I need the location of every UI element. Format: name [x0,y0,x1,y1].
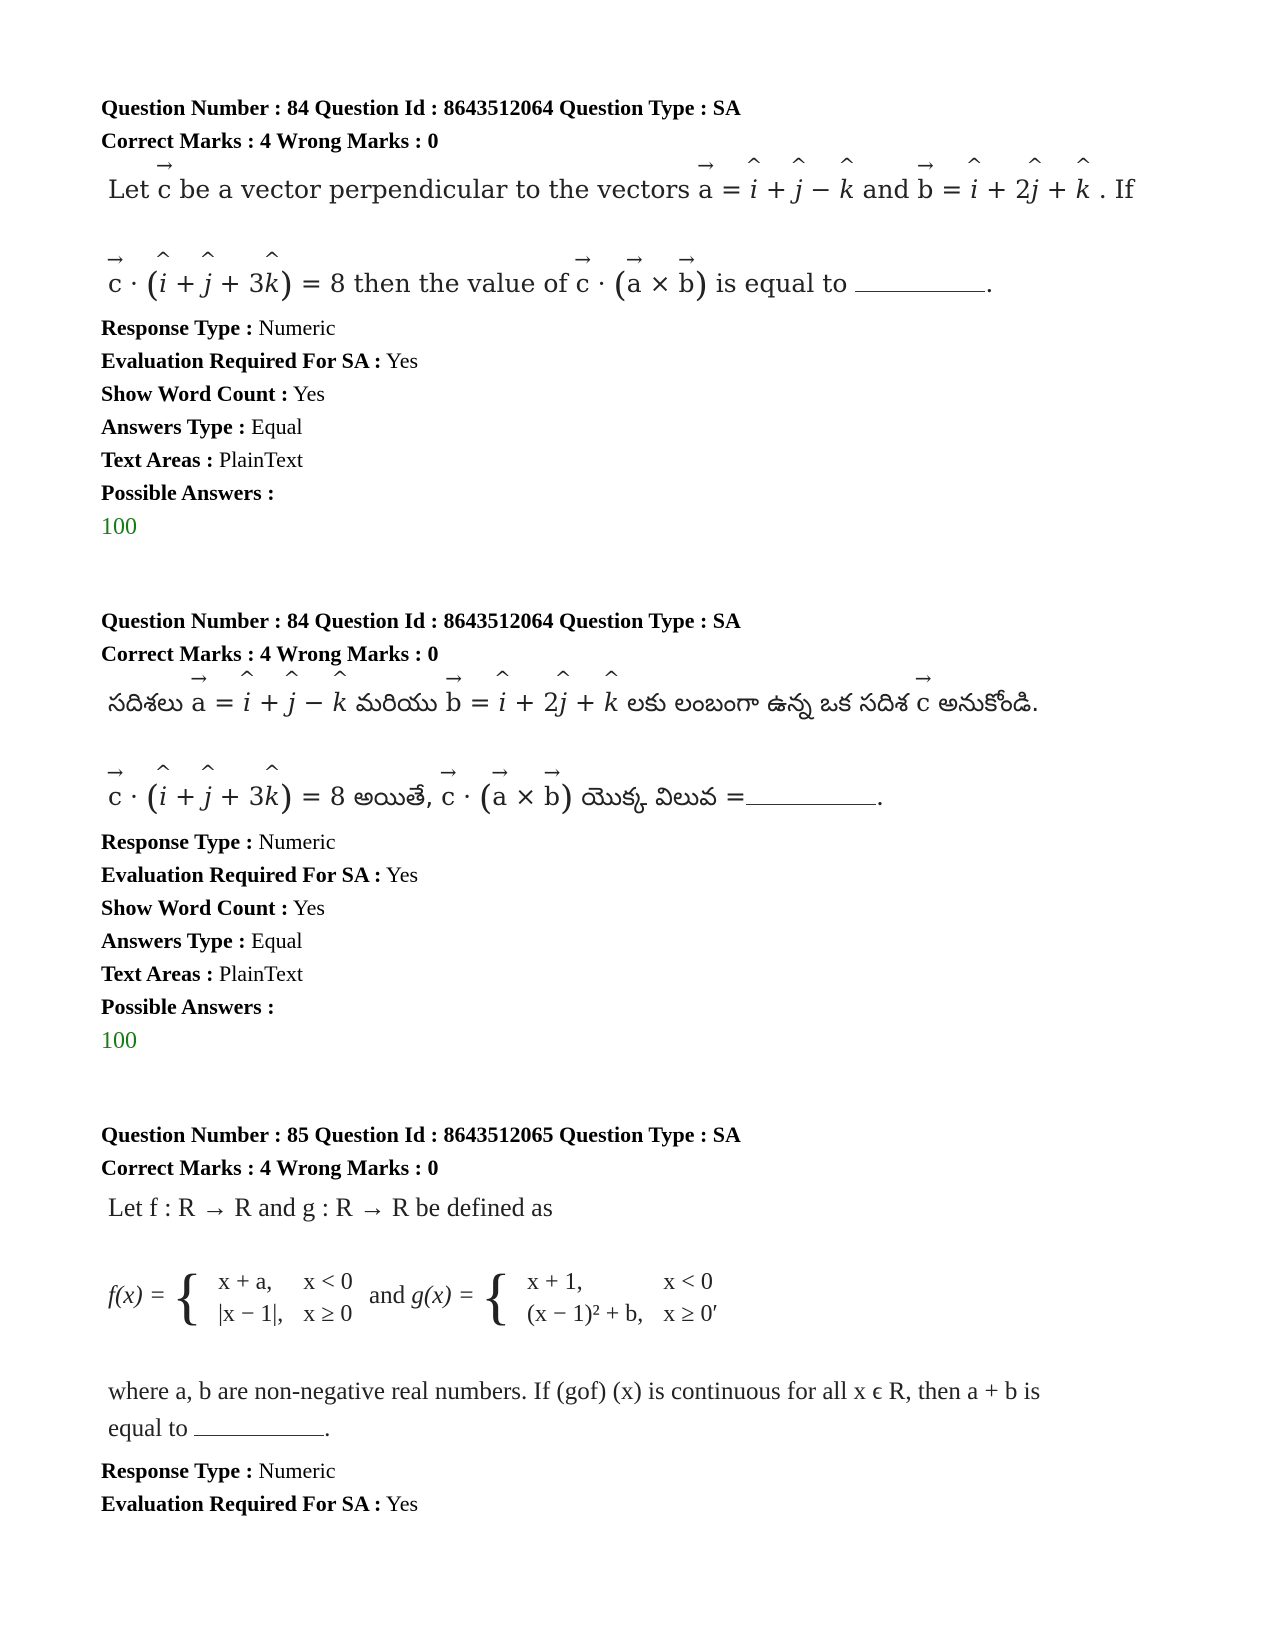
field-response-type: Response Type : Numeric [101,829,336,854]
possible-answer: 100 [101,1028,137,1054]
answer-blank [855,271,985,292]
question-text-line-2: where a, b are non-negative real numbers. If (gof) (x) is continuous for all x ϵ R, then a + b is [108,1378,1041,1405]
field-text-areas: Text Areas : PlainText [101,447,303,472]
piecewise-definitions: f(x) = { x + a, x < 0 |x − 1|, x ≥ 0 and g(x) = { x + 1, x < 0 (x − 1)² + b, x ≥ 0′ [108,1263,718,1331]
question-header: Question Number : 84 Question Id : 8643512064 Question Type : SA [101,95,741,120]
field-response-type: Response Type : Numeric [101,1458,336,1483]
question-header: Question Number : 84 Question Id : 8643512064 Question Type : SA [101,608,741,633]
question-text-line-2: → c · (^ i + ^ j + 3^ k) = 8 then the value of → c · (→ a × → b) is equal to . [108,265,993,305]
question-text-telugu-line-2: → c · (^ i + ^ j + 3^ k) = 8 అయితే, → c · (→ a × → b) యొక్క విలువ = . [108,778,884,818]
field-response-type: Response Type : Numeric [101,315,336,340]
field-answers-type: Answers Type : Equal [101,928,303,953]
field-answers-type: Answers Type : Equal [101,414,303,439]
question-text-line-3: equal to . [108,1415,331,1442]
question-text-line-1: Let → c be a vector perpendicular to the vectors → a = ^ i + ^ j − ^ k and → b = ^ i + 2^ j + ^ k . If [108,175,1134,204]
question-marks: Correct Marks : 4 Wrong Marks : 0 [101,128,439,153]
answer-blank [746,784,876,805]
field-text-areas: Text Areas : PlainText [101,961,303,986]
field-evaluation-required: Evaluation Required For SA : Yes [101,862,419,887]
field-evaluation-required: Evaluation Required For SA : Yes [101,348,419,373]
question-text-telugu-line-1: సదిశలు → a = ^ i + ^ j − ^ k మరియు → b = ^ i + 2^ j + ^ k లకు లంబంగా ఉన్న ఒక సదిశ → c అనుకోండి. [108,688,1039,724]
answer-blank [194,1415,324,1436]
question-marks: Correct Marks : 4 Wrong Marks : 0 [101,641,439,666]
field-show-word-count: Show Word Count : Yes [101,381,325,406]
question-text-line-1: Let f : R → R and g : R → R be defined as [108,1193,553,1222]
possible-answer: 100 [101,514,137,540]
field-show-word-count: Show Word Count : Yes [101,895,325,920]
field-possible-answers: Possible Answers : [101,994,275,1019]
field-evaluation-required: Evaluation Required For SA : Yes [101,1491,419,1516]
field-possible-answers: Possible Answers : [101,480,275,505]
question-marks: Correct Marks : 4 Wrong Marks : 0 [101,1155,439,1180]
question-header: Question Number : 85 Question Id : 8643512065 Question Type : SA [101,1122,741,1147]
